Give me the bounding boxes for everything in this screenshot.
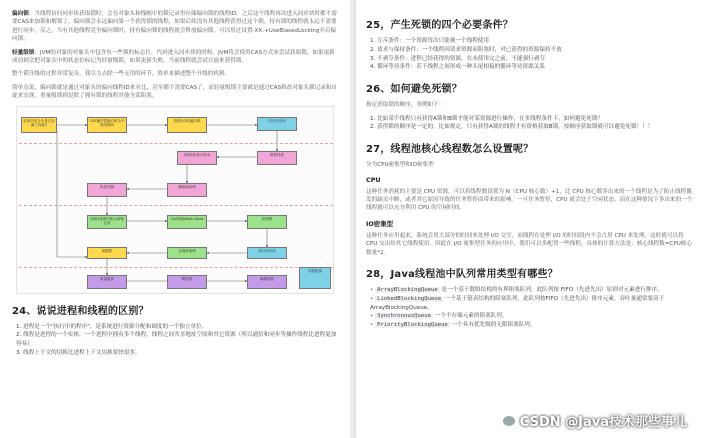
lightweight-lock-text: ：JVM的对象的对象头中包含有一些锁的标志位，代码进入同步块的时候，JVM将会使用CAS方式来尝试获取锁，如果更新成功则会把对象头中的状态位标记为轻量级锁，如果更新失败，当前线程就尝试自旋来获得锁。 (12, 49, 335, 65)
watermark-text: CSDN @Java技术那些事儿 (519, 415, 687, 430)
cpu-heading: CPU (366, 175, 381, 184)
term-lightweight-lock: 轻量级锁 (12, 49, 35, 56)
swimlane-divider (19, 205, 333, 206)
flow-node: 检查对象头中是否存储了线程1 (21, 117, 57, 133)
flow-node: 获得锁 (247, 215, 287, 229)
author-avatar-icon (502, 415, 516, 427)
section-25-list (366, 37, 695, 72)
section-26-intro: 指定获取锁的顺序，举例如下： (366, 102, 445, 109)
flow-node: 恢复线程 (87, 183, 127, 197)
term-biased-lock: 偏向锁 (12, 11, 29, 17)
flow-node: 自旋获取锁 (167, 247, 207, 259)
queue-class-name: SynchronousQueue (377, 313, 431, 320)
lock-upgrade-flowchart (16, 106, 334, 294)
flow-node: 执行同步体 (257, 117, 297, 131)
section-28-title: 28，Java线程池中队列常用类型有哪些？ (366, 269, 558, 281)
list-item: 2. 请求与保持条件：一个线程因请求资源而阻塞时，对已获得的资源保持不放 (370, 46, 562, 53)
flow-node: 重量级锁 (87, 275, 127, 289)
flow-node: 线程1复制对象头到锁记录 (87, 215, 127, 229)
flow-node: CAS替换Mark Word (167, 215, 207, 229)
flow-node: 锁膨胀 (87, 247, 127, 259)
queue-description: 一个基于链表结构的阻塞队列，此队列按FIFO（先进先出）排序元素，吞吐量通常要高于 ArrayBlockingQueue。 (370, 295, 665, 311)
list-item: 2. 获得锁的顺序是一定的，比如规定，只有获得A锁的线程才有资格获取B锁，按顺序获取锁就可以避免死锁！！！ (370, 124, 654, 131)
flow-node: 暂停线程 (257, 151, 297, 165)
list-item: 2. 线程是进程的一个实体，一个进程中拥有多个线程，线程之间共享地址空间和其它资源（所以通信和同步等操作线程比进程更加容易） (16, 332, 337, 348)
list-item (370, 321, 695, 330)
queue-description: 是一个基于数组结构的有界阻塞队列，此队列按 FIFO（先进先出）原则对元素进行排序。 (439, 287, 663, 294)
list-item (370, 312, 695, 321)
cpu-paragraph: 这种任务消耗的主要是 CPU 资源，可以将线程数设置为 N（CPU 核心数）+1，比 CPU 核心数多出来的一个线程是为了防止线程偶发的缺页中断，或者其它原因导致的任务暂停而带来的影响。一旦任务暂停，CPU 就会处于空闲状态，而在这种情况下多出来的一个线程就可以充分利用 CPU 的空闲时间。 (366, 188, 693, 212)
paragraph-upgrade-note: 整个锁升级的过程非常复杂，我尽力去除一些无用的环节，简单来描述整个升级的机制。 (12, 71, 231, 78)
left-page (0, 0, 350, 438)
swimlane-divider (19, 267, 333, 268)
flow-node: 线程1获取偏向锁 (167, 117, 207, 133)
swimlane-divider (19, 143, 333, 144)
list-item: 1. 互斥条件：一个资源每次只能被一个线程使用 (370, 38, 489, 44)
queue-class-name: LinkedBlockingQueue (377, 295, 442, 302)
list-item: 1. 比如某个线程只有获得A锁和B锁才能对某资源进行操作，在多线程条件下，如何避免死锁？ (370, 115, 603, 122)
section-25-title: 25，产生死锁的四个必要条件？ (366, 20, 513, 31)
section-24-list (12, 323, 338, 358)
flow-node: 线程2检查对象头 (177, 151, 217, 165)
right-page (356, 0, 705, 438)
flow-node: 撤销偏向锁 (167, 183, 207, 197)
queue-class-name: ArrayBlockingQueue (377, 287, 438, 294)
section-27-intro: 分为CPU密集型和IO密集型 (366, 162, 434, 169)
biased-lock-text: ：当线程访问同步块获取锁时，会在对象头和栈帧中的锁记录里存储偏向锁的线程ID，之后这个线程再次进入同步块时都不需要CAS来加锁和解锁了，偏向锁会永远偏向第一个获得锁的线程，如果后续没有其他线程获得过这个锁，持有锁的线程就永远不需要进行同步，反之，当有其他线程竞争偏向锁时，持有偏向锁的线程就会释放偏向锁。可以用过设置-XX:+UseBiasedLocking开启偏向锁。 (12, 11, 337, 43)
list-item: 3. 线程上下文的切换比进程上下文切换要快很多。 (16, 350, 141, 357)
flow-node: 唤醒线程 (247, 275, 287, 289)
flow-node: CAS操作替换对象头中的线程ID (87, 117, 127, 133)
io-heading: IO密集型 (366, 219, 393, 228)
list-item: 3. 不剥夺条件：进程已经获得的资源，在未使用完之前，不能强行剥夺 (370, 55, 545, 62)
section-24-title: 24、说说进程和线程的区别？ (12, 305, 149, 317)
paragraph-lightweight-lock (12, 49, 338, 66)
flow-node: 释放锁 (167, 275, 207, 289)
section-26-title: 26、如何避免死锁？ (366, 84, 462, 96)
csdn-watermark (502, 411, 687, 430)
section-27-title: 27，线程池核心线程数怎么设置呢？ (366, 144, 534, 156)
section-28-list (366, 286, 695, 330)
list-item: 1. 进程是一个"执行中的程序"，是系统进行资源分配和调度的一个独立单位。 (16, 323, 208, 330)
queue-description: 一个不存储元素的阻塞队列。 (432, 313, 508, 320)
paragraph-biased-lock (12, 10, 338, 44)
io-paragraph: 这种任务应用起来，系统会用大部分的时间来处理 I/O 交互，而线程在处理 I/O 的时间段内不会占用 CPU 来处理，这时就可以将 CPU 交出给其它线程使用。因此在 I/O 密集型任务的应用中，我们可以多配置一些线程，具体的计算方法是：核心线程数=CPU核心数量*2。 (366, 232, 692, 256)
list-item (370, 286, 695, 295)
flow-node: 线程阻塞 (299, 267, 331, 289)
section-26-list (366, 115, 695, 133)
queue-description: 一个具有优先级的无限阻塞队列。 (449, 322, 536, 329)
list-item (370, 295, 695, 313)
paragraph-summary: 简单点说，偏向锁就是通过对象头的偏向线程ID来对比，甚至都不需要CAS了，而轻量级锁主要就是通过CAS修改对象头锁记录和自旋来实现，重量级锁则是除了拥有锁的线程其他全部阻塞。 (12, 84, 337, 100)
list-item: 4. 循环等待条件：若干线程之间形成一种头尾相接的循环等待资源关系 (370, 64, 545, 71)
queue-class-name: PriorityBlockingQueue (377, 322, 448, 329)
flow-node: 执行同步体 (247, 247, 287, 259)
